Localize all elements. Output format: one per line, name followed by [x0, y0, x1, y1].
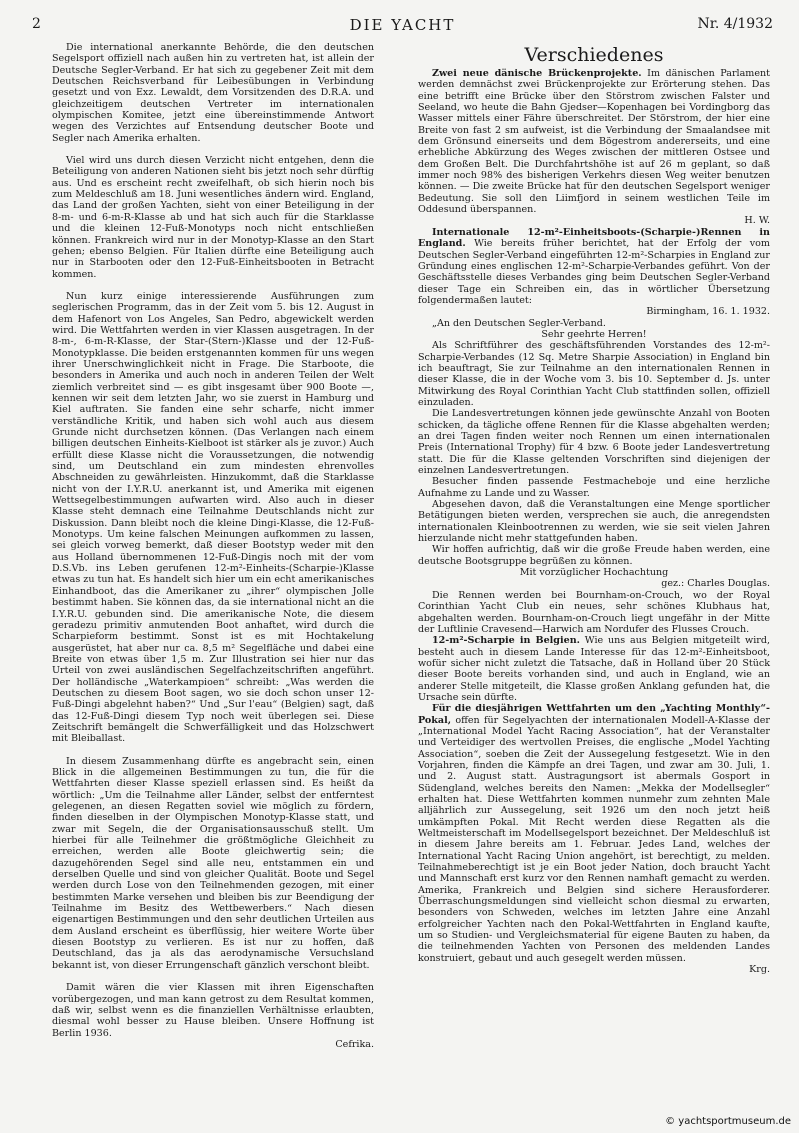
article-scharpie-england: [418, 227, 770, 306]
article-title: Internationale 12-m²-Einheitsboots-(Scharpie-)Rennen in England.: [418, 226, 770, 250]
article-text: offen für Segelyachten der internationalen Modell-A-Klasse der „International Model Yacht Racing Association“, hat der Veranstalter und Verteidiger des wertvollen Preises, die englische „Model Yachting Association“, soeben die Zeit der Aussegelung festgesetzt. Wie in den Vorjahren, finden die Kämpfe an drei Tagen, und zwar am 30. Juli, 1. und 2. August statt. Austragungsort ist abermals Gosport in Südengland, welches bereits den Namen: „Mekka der Modellsegler“ erhalten hat. Diese Wettfahrten kommen nunmehr zum zehnten Male alljährlich zur Aussegelung, seit 1926 um den noch jetzt heiß umkämpften Pokal. Mit Recht werden diese Regatten als die Weltmeisterschaft im Modellsegelsport bezeichnet. Der Meldeschluß ist in diesem Jahre bereits am 1. Februar. Jedes Land, welches der International Yacht Racing Union angehört, ist berechtigt, zu melden. Teilnahmeberechtigt ist je ein Boot jeder Nation, doch braucht Yacht und Mannschaft erst kurz vor den Rennen namhaft gemacht zu werden. Amerika, Frankreich und Belgien sind sichere Herausforderer. Überraschungsmeldungen sind vielleicht schon diesmal zu erwarten, besonders von Schweden, welches im letzten Jahre eine Anzahl erfolgreicher Yachten nach den Pokal-Wettfahrten in England kaufte, um so Studien- und Vergleichsmaterial für eigene Bauten zu haben, da die teilnehmenden Yachten von Personen des meldenden Landes konstruiert, gebaut und auch gesegelt werden müssen.: [418, 714, 770, 964]
left-column: [52, 42, 374, 1050]
paragraph: Damit wären die vier Klassen mit ihren Eigenschaften vorübergezogen, und man kann getrost zu dem Resultat kommen, daß wir, selbst wenn es die finanziellen Verhältnisse erlaubten, diesmal wohl besser zu Hause bleiben. Unsere Hoffnung ist Berlin 1936.: [52, 982, 374, 1039]
article-signature: H. W.: [744, 215, 770, 227]
letter-closing: Mit vorzüglicher Hochachtung: [519, 567, 669, 579]
right-column: [418, 42, 770, 976]
paragraph: In diesem Zusammenhang dürfte es angebracht sein, einen Blick in die allgemeinen Bestimmungen zu tun, die für die Wettfahrten dieser Klasse speziell erlassen sind. Es heißt da wörtlich: „Um die Teilnahme aller Länder, selbst der entferntest gelegenen, an diesen Regatten soviel wie möglich zu fördern, finden dieselben in der Olympischen Monotyp-Klasse statt, und zwar mit Segeln, die der Organisationsausschuß stellt. Um hierbei für alle Teilnehmer die größtmögliche Gleichheit zu erreichen, werden alle Boote gleichwertig sein; die dazugehörenden Segel sind alle neu, entstammen ein und derselben Quelle und sind von gleicher Qualität. Boote und Segel werden durch Lose von den Teilnehmenden gezogen, mit einer bestimmten Marke versehen und bleiben bis zur Beendigung der Teilnahme im Besitz des Wettbewerbers.“ Nach diesen eigenartigen Bestimmungen und den sehr deutlichen Urteilen aus dem Ausland erscheint es überflüssig, hier weitere Worte über diesen Bootstyp zu verlieren. Es ist nur zu hoffen, daß Deutschland, das ja als das aerodynamische Versuchsland bekannt ist, von dieser Errungenschaft gänzlich verschont bleibt.: [52, 755, 374, 971]
watermark-text: © yachtsportmuseum.de: [665, 1116, 791, 1127]
article-title: Zwei neue dänische Brückenprojekte.: [432, 68, 642, 79]
issue-number: Nr. 4/1932: [697, 16, 773, 32]
letter-paragraph: Abgesehen davon, daß die Veranstaltungen eine Menge sportlicher Betätigungen bieten werden, versprechen sie auch, die anregendsten internationalen Kleinbootrennen zu werden, wie sie seit vielen Jahren hierzulande nicht mehr stattgefunden haben.: [418, 499, 770, 545]
article-scharpie-belgium: [418, 635, 770, 703]
letter-paragraph: Die Landesvertretungen können jede gewünschte Anzahl von Booten schicken, da tägliche offene Rennen für die Klasse abgehalten werden; an drei Tagen finden weiter noch Rennen um einen internationalen Preis (International Trophy) für 4 bzw. 6 Boote jeder Landesvertretung statt. Die für die Klasse geltenden Vorschriften sind diejenigen der einzelnen Landesvertretungen.: [418, 408, 770, 477]
article-yachting-monthly: [418, 703, 770, 964]
article-text: Wie uns aus Belgien mitgeteilt wird, besteht auch in diesem Lande Interesse für das 12-m²-Einheitsboot, wofür sicher nicht zuletzt die Tatsache, daß in Holland über 20 Stück dieser Boote bereits vorhanden sind, und auch in England, wie an anderer Stelle mitgeteilt, die Klasse großen Anklang gefunden hat, die Ursache sein dürfte.: [418, 635, 770, 703]
article-signature: Krg.: [749, 964, 770, 976]
letter-paragraph: Wir hoffen aufrichtig, daß wir die große Freude haben werden, eine deutsche Bootsgruppe begrüßen zu können.: [418, 544, 770, 567]
article-bridges: [418, 68, 770, 215]
article-title: 12-m²-Scharpie in Belgien.: [432, 635, 580, 647]
magazine-title: DIE YACHT: [349, 16, 456, 34]
letter-address: „An den Deutschen Segler-Verband.: [432, 317, 606, 329]
letter-paragraph: Als Schriftführer des geschäftsführenden Vorstandes des 12-m²-Scharpie-Verbandes (12 Sq. Metre Sharpie Association) in England bin ich beauftragt, Sie zur Teilnahme an den internationalen Rennen in dieser Klasse, die in der Woche vom 3. bis 10. September d. Js. unter Mitwirkung des Royal Corinthian Yacht Club stattfinden sollen, offiziell einzuladen.: [418, 340, 770, 408]
section-title: Verschiedenes: [524, 44, 664, 66]
page-number: 2: [32, 16, 41, 32]
paragraph: Die Rennen werden bei Bournham-on-Crouch, wo der Royal Corinthian Yacht Club ein neues, sehr schönes Klubhaus hat, abgehalten werden. Bournham-on-Crouch liegt ungefähr in der Mitte der Luftlinie Cravesend—Harwich am Nordufer des Flusses Crouch.: [418, 589, 770, 635]
letter-salutation: Sehr geehrte Herren!: [541, 328, 647, 340]
letter-paragraph: Besucher finden passende Festmacheboje und eine herzliche Aufnahme zu Lande und zu Wasser.: [418, 476, 770, 499]
letter-signature: gez.: Charles Douglas.: [661, 578, 770, 590]
article-text: Im dänischen Parlament werden demnächst zwei Brückenprojekte zur Erörterung stehen. Das eine betrifft eine Brücke über den Störstrom zwischen Falster und Seeland, wo heute die Bahn Gjedser—Kopenhagen bei Vordingborg das Wasser mittels einer Fähre überschreitet. Der Störstrom, der hier eine Breite von fast 2 sm aufweist, ist die Verbindung der Smaalandsee mit dem Grönsund einerseits und dem Bögestrom andererseits, und eine erhebliche Abkürzung des Weges zwischen der mittleren Ostsee und dem Großen Belt. Die Durchfahrtshöhe ist auf 26 m geplant, so daß immer noch 98% des bisherigen Verkehrs diesen Weg weiter benutzen können. — Die zweite Brücke hat für den deutschen Segelsport weniger Bedeutung. Sie soll den Liimfjord in seinem westlichen Teile im Oddesund überspannen.: [418, 68, 770, 216]
paragraph: Nun kurz einige interessierende Ausführungen zum seglerischen Programm, das in der Zeit vom 5. bis 12. August in dem Hafenort von Los Angeles, San Pedro, abgewickelt werden wird. Die Wettfahrten werden in vier Klassen ausgetragen. In der 8-m-, 6-m-R-Klasse, der Star-(Stern-)Klasse und der 12-Fuß-Monotypklasse. Die beiden erstgenannten kommen für uns wegen ihrer Unerschwinglichkeit nicht in Frage. Die Starboote, die besonders in Amerika und auch noch in anderen Teilen der Welt ziemlich verbreitet sind — es gibt insgesamt über 900 Boote —, kennen wir seit dem letzten Jahr, wo sie zuerst in Hamburg und Kiel auftraten. Sie fanden eine sehr scharfe, nicht immer verständliche Kritik, und haben sich wohl auch aus diesem Grunde nicht durchsetzen können. (Das Verlangen nach einem billigen deutschen Einheits-Kielboot ist stärker als je zuvor.) Auch erfüllt diese Klasse nicht die Voraussetzungen, die notwendig sind, um Deutschland ein zum mindesten ehrenvolles Abschneiden zu gewährleisten. Hinzukommt, daß die Starklasse nicht von der I.Y.R.U. anerkannt ist, und Amerika mit eigenen Wettsegelbestimmungen aufwarten wird. Also auch in dieser Klasse steht demnach eine Teilnahme Deutschlands nicht zur Diskussion. Dann bleibt noch die kleine Dingi-Klasse, die 12-Fuß-Monotyps. Um keine falschen Meinungen aufkommen zu lassen, sei gleich vorweg bemerkt, daß dieser Bootstyp weder mit den aus Holland übernommenen 12-Fuß-Dingis noch mit der vom D.S.Vb. ins Leben gerufenen 12-m²-Einheits-(Scharpie-)Klasse etwas zu tun hat. Es handelt sich hier um ein echt amerikanisches Einhandboot, das die Amerikaner zu „ihrer“ olympischen Jolle bestimmt haben. Sie können das, da sie international nicht an die I.Y.R.U. gebunden sind. Die amerikanische Note, die diesem geradezu primitiv anmutenden Boot anhaftet, wird durch die Scharpieform bestimmt. Sonst ist es mit Hochtakelung ausgerüstet, hat aber nur ca. 8,5 m² Segelfläche und dabei eine Breite von etwas über 1,5 m. Zur Illustration sei hier nur das Urteil von zwei ausländischen Segelfachzeitschriften angeführt. Der holländische „Waterkampioen“ schreibt: „Was werden die Deutschen zu diesem Boot sagen, wo sie doch schon unser 12-Fuß-Dingi abgelehnt haben?“ Und „Sur l'eau“ (Belgien) sagt, daß das 12-Fuß-Dingi diesem Typ noch weit überlegen sei. Diese Zeitschrift bemängelt die Schwerfälligkeit und das Holzschwert mit Bleiballast.: [52, 290, 374, 745]
letter-place-date: Birmingham, 16. 1. 1932.: [646, 306, 770, 318]
paragraph: Viel wird uns durch diesen Verzicht nicht entgehen, denn die Beteiligung von anderen Nationen sieht bis jetzt noch sehr dürftig aus. Und es erscheint recht zweifelhaft, ob sich hierin noch bis zum Meldeschluß am 18. Juni wesentliches ändern wird. England, das Land der großen Yachten, sieht von einer Beteiligung in der 8-m- und 6-m-R-Klasse ab und hat sich auch für die Starklasse und die kleinen 12-Fuß-Monotyps noch nicht entschließen können. Frankreich wird nur in der Monotyp-Klasse an den Start gehen; ebenso Belgien. Für Italien dürfte eine Beteiligung auch nur in Starbooten oder den 12-Fuß-Einheitsbooten in Betracht kommen.: [52, 155, 375, 280]
paragraph: Die international anerkannte Behörde, die den deutschen Segelsport offiziell nach außen hin zu vertreten hat, ist allein der Deutsche Segler-Verband. Er hat sich zu gegebener Zeit mit dem Deutschen Reichsverband für Leibesübungen in Verbindung gesetzt und von Exz. Lewaldt, dem Vorsitzenden des D.R.A. und gleichzeitigem deutschen Vertreter im internationalen olympischen Komitee, jetzt eine übereinstimmende Antwort wegen des Verzichtes auf Entsendung deutscher Boote und Segler nach Amerika erhalten.: [52, 42, 374, 144]
article-title: Für die diesjährigen Wettfahrten um den „Yachting Monthly“-Pokal,: [418, 703, 770, 726]
article-text: Wie bereits früher berichtet, hat der Erfolg der vom Deutschen Segler-Verband eingeführten 12-m²-Scharpies in England zur Gründung eines englischen 12-m²-Scharpie-Verbandes geführt. Von der Geschäftsstelle dieses Verbandes ging beim Deutschen Segler-Verband dieser Tage ein Schreiben ein, das in wörtlicher Übersetzung folgendermaßen lautet:: [418, 238, 770, 306]
author-signature: Cefrika.: [335, 1038, 374, 1050]
page-header: [32, 16, 773, 38]
